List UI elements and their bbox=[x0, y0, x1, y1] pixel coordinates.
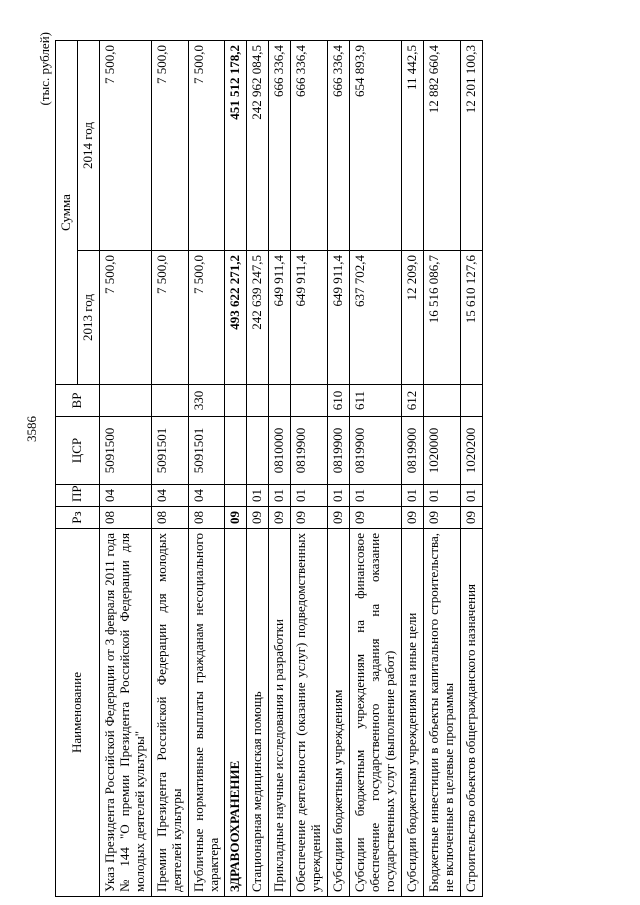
cell-rz: 09 bbox=[401, 507, 423, 529]
cell-name: Строительство объектов общегражданского назначения bbox=[460, 529, 482, 897]
cell-rz: 09 bbox=[350, 507, 402, 529]
cell-csr: 1020200 bbox=[460, 417, 482, 485]
cell-csr: 5091501 bbox=[188, 417, 225, 485]
cell-csr: 5091500 bbox=[99, 417, 151, 485]
cell-pr: 01 bbox=[291, 485, 328, 507]
cell-pr bbox=[225, 485, 247, 507]
cell-rz: 09 bbox=[225, 507, 247, 529]
cell-name: Субсидии бюджетным учреждениям bbox=[328, 529, 350, 897]
cell-pr: 04 bbox=[151, 485, 188, 507]
cell-vr bbox=[460, 385, 482, 417]
cell-vr: 330 bbox=[188, 385, 225, 417]
cell-vr bbox=[151, 385, 188, 417]
cell-csr: 0819900 bbox=[350, 417, 402, 485]
header-rz: Рз bbox=[56, 507, 100, 529]
cell-pr: 01 bbox=[401, 485, 423, 507]
cell-name: Публичные нормативные выплаты гражданам несоциального характера bbox=[188, 529, 225, 897]
cell-rz: 09 bbox=[328, 507, 350, 529]
table-row bbox=[401, 41, 423, 897]
cell-csr: 1020000 bbox=[423, 417, 460, 485]
cell-pr: 01 bbox=[328, 485, 350, 507]
cell-vr: 610 bbox=[328, 385, 350, 417]
cell-vr bbox=[99, 385, 151, 417]
table-row bbox=[225, 41, 247, 897]
cell-pr: 01 bbox=[269, 485, 291, 507]
cell-name: Прикладные научные исследования и разработки bbox=[269, 529, 291, 897]
table-row bbox=[423, 41, 460, 897]
cell-csr: 5091501 bbox=[151, 417, 188, 485]
cell-csr: 0819900 bbox=[291, 417, 328, 485]
cell-2013: 649 911,4 bbox=[269, 251, 291, 385]
table-row bbox=[460, 41, 482, 897]
page-number: 3586 bbox=[24, 416, 39, 442]
table-row bbox=[291, 41, 328, 897]
cell-pr: 01 bbox=[350, 485, 402, 507]
cell-vr bbox=[225, 385, 247, 417]
table-row bbox=[247, 41, 269, 897]
cell-vr bbox=[247, 385, 269, 417]
cell-2013: 493 622 271,2 bbox=[225, 251, 247, 385]
cell-2014: 7 500,0 bbox=[188, 41, 225, 251]
cell-csr bbox=[225, 417, 247, 485]
table-row bbox=[269, 41, 291, 897]
cell-name: Стационарная медицинская помощь bbox=[247, 529, 269, 897]
cell-2014: 451 512 178,2 bbox=[225, 41, 247, 251]
cell-2014: 12 882 660,4 bbox=[423, 41, 460, 251]
table-row bbox=[188, 41, 225, 897]
cell-vr bbox=[291, 385, 328, 417]
cell-rz: 08 bbox=[99, 507, 151, 529]
cell-pr: 01 bbox=[423, 485, 460, 507]
cell-2013: 12 209,0 bbox=[401, 251, 423, 385]
cell-pr: 04 bbox=[188, 485, 225, 507]
header-csr: ЦСР bbox=[56, 417, 100, 485]
cell-2014: 12 201 100,3 bbox=[460, 41, 482, 251]
cell-2014: 7 500,0 bbox=[151, 41, 188, 251]
cell-2014: 666 336,4 bbox=[328, 41, 350, 251]
header-pr: ПР bbox=[56, 485, 100, 507]
cell-rz: 09 bbox=[247, 507, 269, 529]
cell-2013: 649 911,4 bbox=[328, 251, 350, 385]
header-vr: ВР bbox=[56, 385, 100, 417]
header-2013: 2013 год bbox=[77, 251, 99, 385]
cell-csr: 0819900 bbox=[401, 417, 423, 485]
cell-name: Премии Президента Российской Федерации для молодых деятелей культуры bbox=[151, 529, 188, 897]
cell-vr bbox=[423, 385, 460, 417]
cell-csr: 0819900 bbox=[328, 417, 350, 485]
cell-2013: 637 702,4 bbox=[350, 251, 402, 385]
table-body bbox=[99, 41, 482, 897]
cell-rz: 08 bbox=[151, 507, 188, 529]
cell-rz: 08 bbox=[188, 507, 225, 529]
cell-vr bbox=[269, 385, 291, 417]
cell-name: Обеспечение деятельности (оказание услуг) подведомственных учреждений bbox=[291, 529, 328, 897]
header-sum: Сумма bbox=[56, 41, 78, 385]
cell-2014: 654 893,9 bbox=[350, 41, 402, 251]
cell-pr: 01 bbox=[460, 485, 482, 507]
cell-2014: 7 500,0 bbox=[99, 41, 151, 251]
table-row bbox=[151, 41, 188, 897]
cell-pr: 04 bbox=[99, 485, 151, 507]
cell-2014: 11 442,5 bbox=[401, 41, 423, 251]
cell-2014: 666 336,4 bbox=[291, 41, 328, 251]
cell-2013: 15 610 127,6 bbox=[460, 251, 482, 385]
cell-csr: 0810000 bbox=[269, 417, 291, 485]
cell-rz: 09 bbox=[291, 507, 328, 529]
units-note: (тыс. рублей) bbox=[37, 32, 52, 106]
cell-rz: 09 bbox=[423, 507, 460, 529]
cell-2013: 649 911,4 bbox=[291, 251, 328, 385]
cell-2013: 7 500,0 bbox=[99, 251, 151, 385]
header-2014: 2014 год bbox=[77, 41, 99, 251]
cell-2013: 7 500,0 bbox=[151, 251, 188, 385]
cell-rz: 09 bbox=[460, 507, 482, 529]
table-row bbox=[350, 41, 402, 897]
cell-2013: 7 500,0 bbox=[188, 251, 225, 385]
table-row bbox=[328, 41, 350, 897]
cell-pr: 01 bbox=[247, 485, 269, 507]
cell-vr: 611 bbox=[350, 385, 402, 417]
cell-2014: 242 962 084,5 bbox=[247, 41, 269, 251]
cell-2014: 666 336,4 bbox=[269, 41, 291, 251]
cell-name: Указ Президента Российской Федерации от 3 февраля 2011 года № 144 "О премии Президента Российской Федерации для молодых деятелей культуры" bbox=[99, 529, 151, 897]
cell-rz: 09 bbox=[269, 507, 291, 529]
cell-2013: 16 516 086,7 bbox=[423, 251, 460, 385]
table-row bbox=[99, 41, 151, 897]
cell-name: Субсидии бюджетным учреждениям на иные цели bbox=[401, 529, 423, 897]
cell-name: ЗДРАВООХРАНЕНИЕ bbox=[225, 529, 247, 897]
cell-csr bbox=[247, 417, 269, 485]
header-name: Наименование bbox=[56, 529, 100, 897]
cell-name: Бюджетные инвестиции в объекты капитального строительства, не включенные в целевые программы bbox=[423, 529, 460, 897]
cell-2013: 242 639 247,5 bbox=[247, 251, 269, 385]
table-header bbox=[56, 41, 100, 897]
cell-vr: 612 bbox=[401, 385, 423, 417]
cell-name: Субсидии бюджетным учреждениям на финансовое обеспечение государственного задания на оказание государственных услуг (выполнение работ) bbox=[350, 529, 402, 897]
budget-table bbox=[55, 40, 483, 897]
